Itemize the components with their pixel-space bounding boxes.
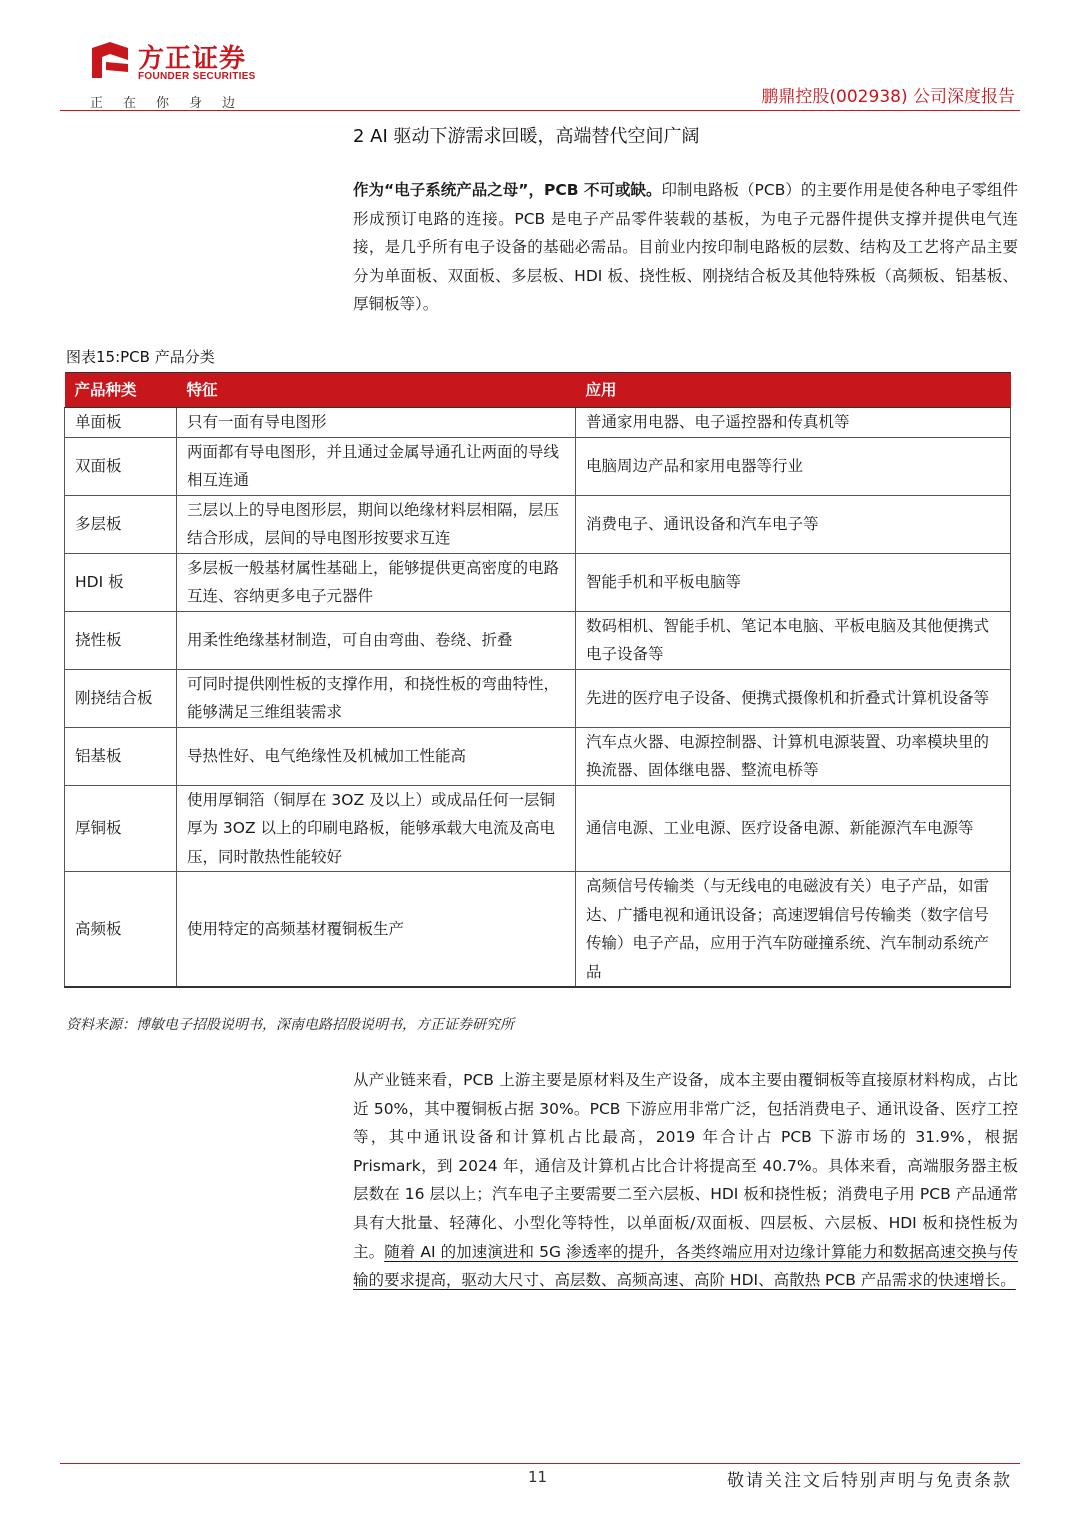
table-row bbox=[65, 408, 1011, 438]
product-type-cell: 单面板 bbox=[65, 408, 177, 438]
header-divider bbox=[60, 110, 1020, 111]
application-cell: 通信电源、工业电源、医疗设备电源、新能源汽车电源等 bbox=[576, 785, 1011, 872]
application-cell: 汽车点火器、电源控制器、计算机电源装置、功率模块里的换流器、固体继电器、整流电桥等 bbox=[576, 727, 1011, 785]
feature-cell: 可同时提供刚性板的支撑作用，和挠性板的弯曲特性，能够满足三维组装需求 bbox=[177, 669, 576, 727]
header-feature: 特征 bbox=[177, 373, 576, 408]
feature-cell: 多层板一般基材属性基础上，能够提供更高密度的电路互连、容纳更多电子元器件 bbox=[177, 553, 576, 611]
industry-chain-body: 从产业链来看，PCB 上游主要是原材料及生产设备，成本主要由覆铜板等直接原材料构成，占比近 50%，其中覆铜板占据 30%。PCB 下游应用非常广泛，包括消费电子、通讯设备、医疗工控等，其中通讯设备和计算机占比最高，2019 年合计占 PCB 下游市场的 31.9%，根据 Prismark，到 2024 年，通信及计算机占比合计将提高至 40.7%。具体来看，高端服务器主板层数在 16 层以上；汽车电子主要需要二至六层板、HDI 板和挠性板；消费电子用 PCB 产品通常具有大批量、轻薄化、小型化等特性，以单面板/双面板、四层板、六层板、HDI 板和挠性板为主。 bbox=[353, 1071, 1018, 1261]
pcb-classification-table bbox=[64, 372, 1011, 988]
product-type-cell: 挠性板 bbox=[65, 611, 177, 669]
application-cell: 消费电子、通讯设备和汽车电子等 bbox=[576, 495, 1011, 553]
feature-cell: 使用特定的高频基材覆铜板生产 bbox=[177, 872, 576, 988]
application-cell: 电脑周边产品和家用电器等行业 bbox=[576, 437, 1011, 495]
application-cell: 普通家用电器、电子遥控器和传真机等 bbox=[576, 408, 1011, 438]
product-type-cell: HDI 板 bbox=[65, 553, 177, 611]
product-type-cell: 厚铜板 bbox=[65, 785, 177, 872]
underlined-conclusion: 随着 AI 的加速演进和 5G 渗透率的提升，各类终端应用对边缘计算能力和数据高速交换与传输的要求提高，驱动大尺寸、高层数、高频高速、高阶 HDI、高散热 PCB 产品需求的快速增长。 bbox=[353, 1242, 1018, 1290]
table-row bbox=[65, 553, 1011, 611]
application-cell: 智能手机和平板电脑等 bbox=[576, 553, 1011, 611]
logo-slogan: 正在你身边 bbox=[90, 96, 256, 111]
logo-chinese-name: 方正证券 bbox=[138, 44, 247, 74]
intro-paragraph bbox=[353, 176, 1018, 319]
footer-disclaimer: 敬请关注文后特别声明与免责条款 bbox=[727, 1471, 1012, 1491]
page-number: 11 bbox=[528, 1468, 548, 1486]
feature-cell: 三层以上的导电图形层，期间以绝缘材料层相隔，层压结合形成，层间的导电图形按要求互连 bbox=[177, 495, 576, 553]
table-row bbox=[65, 669, 1011, 727]
founder-logo-icon bbox=[88, 38, 132, 82]
table-row bbox=[65, 611, 1011, 669]
figure-source: 资料来源：博敏电子招股说明书，深南电路招股说明书，方正证券研究所 bbox=[66, 1017, 514, 1033]
application-cell: 数码相机、智能手机、笔记本电脑、平板电脑及其他便携式电子设备等 bbox=[576, 611, 1011, 669]
header-product-type: 产品种类 bbox=[65, 373, 177, 408]
feature-cell: 导热性好、电气绝缘性及机械加工性能高 bbox=[177, 727, 576, 785]
header-application: 应用 bbox=[576, 373, 1011, 408]
table-row bbox=[65, 872, 1011, 988]
product-type-cell: 铝基板 bbox=[65, 727, 177, 785]
section-title: 2 AI 驱动下游需求回暖，高端替代空间广阔 bbox=[353, 126, 700, 147]
application-cell: 先进的医疗电子设备、便携式摄像机和折叠式计算机设备等 bbox=[576, 669, 1011, 727]
product-type-cell: 刚挠结合板 bbox=[65, 669, 177, 727]
table-header-row bbox=[65, 373, 1011, 408]
product-type-cell: 多层板 bbox=[65, 495, 177, 553]
footer-divider bbox=[60, 1463, 1020, 1464]
table-row bbox=[65, 495, 1011, 553]
industry-chain-paragraph bbox=[353, 1066, 1018, 1295]
application-cell: 高频信号传输类（与无线电的电磁波有关）电子产品，如雷达、广播电视和通讯设备；高速逻辑信号传输类（数字信号传输）电子产品，应用于汽车防碰撞系统、汽车制动系统产品 bbox=[576, 872, 1011, 988]
product-type-cell: 双面板 bbox=[65, 437, 177, 495]
table-row bbox=[65, 727, 1011, 785]
intro-body: 印制电路板（PCB）的主要作用是使各种电子零组件形成预订电路的连接。PCB 是电子产品零件装载的基板，为电子元器件提供支撑并提供电气连接，是几乎所有电子设备的基础必需品。目前业内按印制电路板的层数、结构及工艺将产品主要分为单面板、双面板、多层板、HDI 板、挠性板、刚挠结合板及其他特殊板（高频板、铝基板、厚铜板等）。 bbox=[353, 181, 1018, 314]
feature-cell: 只有一面有导电图形 bbox=[177, 408, 576, 438]
product-type-cell: 高频板 bbox=[65, 872, 177, 988]
figure-title: 图表15:PCB 产品分类 bbox=[66, 348, 215, 366]
logo-english-name: FOUNDER SECURITIES bbox=[138, 71, 256, 82]
feature-cell: 用柔性绝缘基材制造，可自由弯曲、卷绕、折叠 bbox=[177, 611, 576, 669]
report-title: 鹏鼎控股(002938) 公司深度报告 bbox=[761, 87, 1015, 107]
feature-cell: 使用厚铜箔（铜厚在 3OZ 及以上）或成品任何一层铜厚为 3OZ 以上的印刷电路板，能够承载大电流及高电压，同时散热性能较好 bbox=[177, 785, 576, 872]
table-row bbox=[65, 437, 1011, 495]
table-row bbox=[65, 785, 1011, 872]
feature-cell: 两面都有导电图形，并且通过金属导通孔让两面的导线相互连通 bbox=[177, 437, 576, 495]
company-logo bbox=[88, 38, 268, 111]
intro-lead: 作为“电子系统产品之母”，PCB 不可或缺。 bbox=[353, 181, 662, 199]
